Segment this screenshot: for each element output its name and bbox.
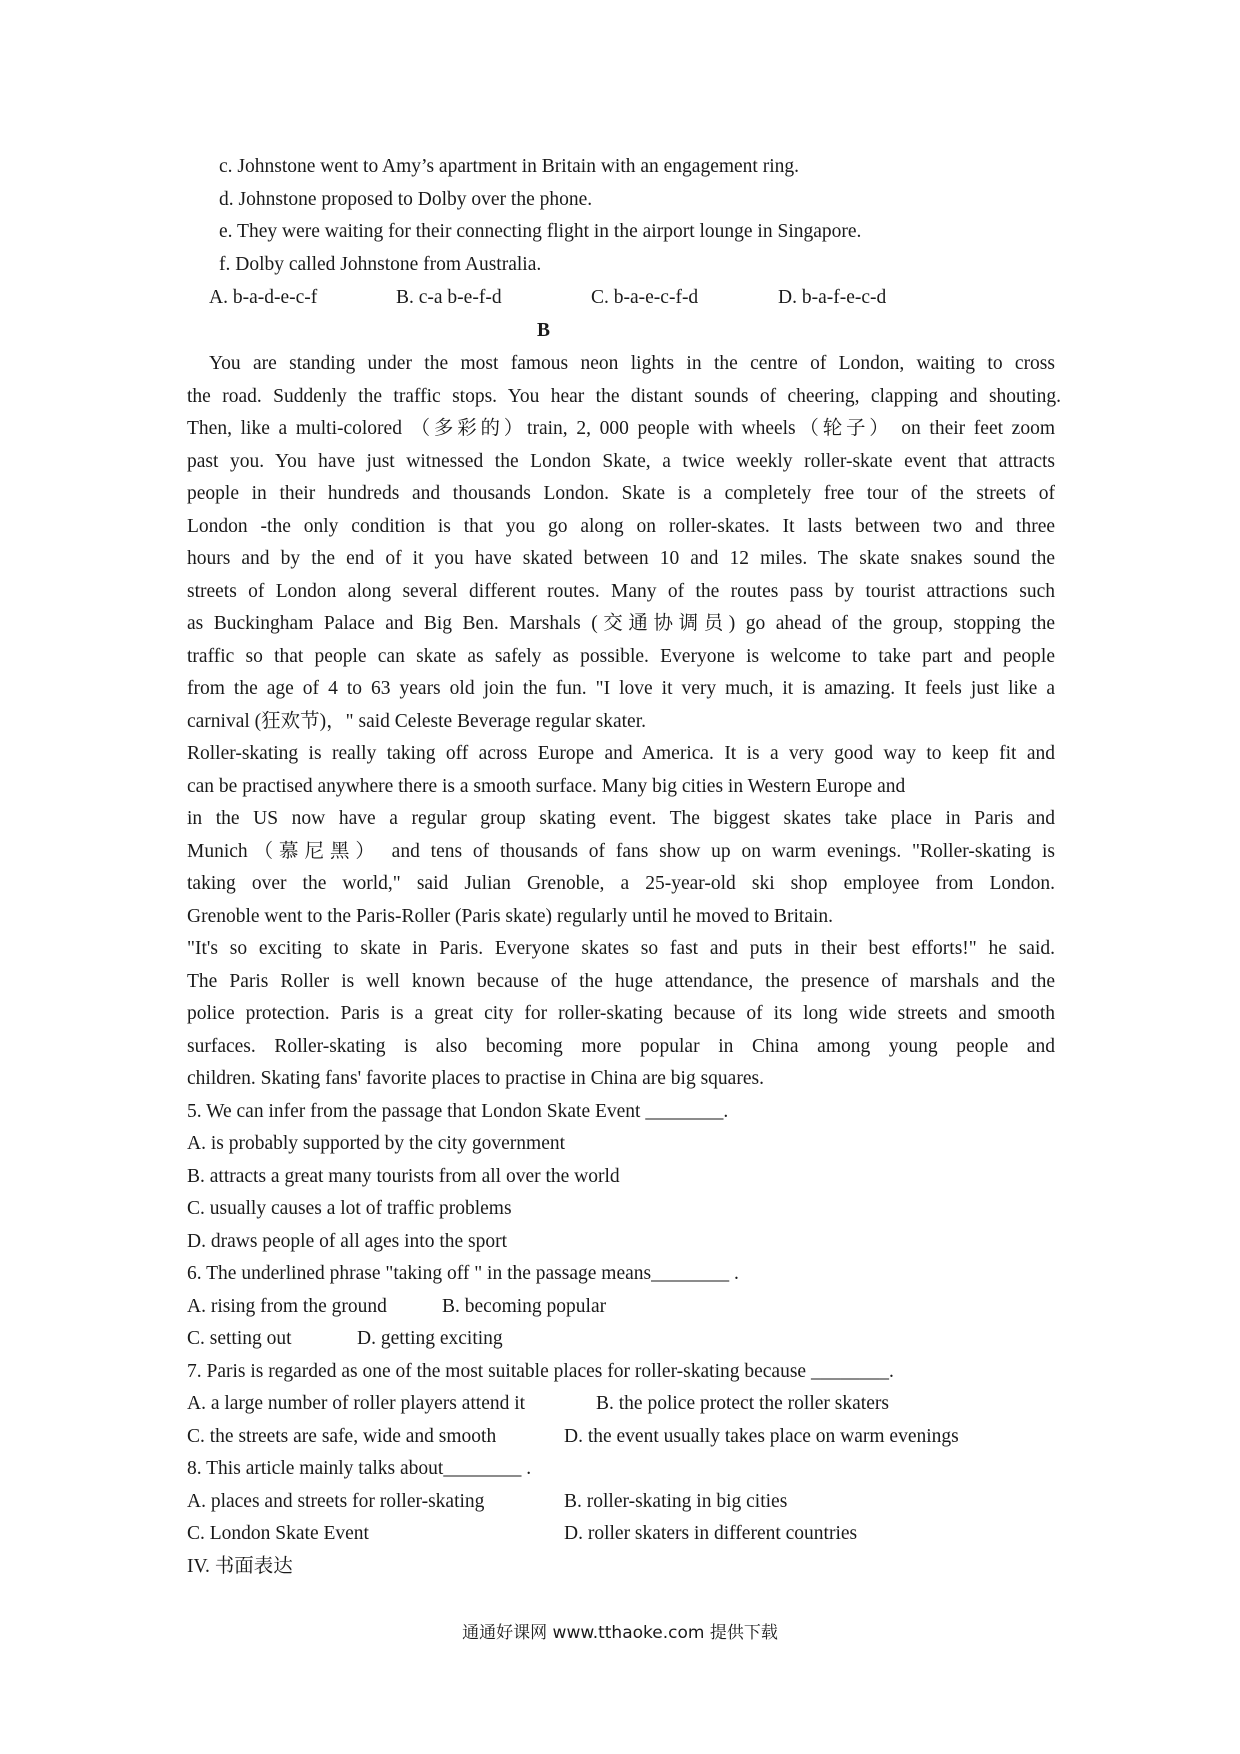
question-5-option-a: A. is probably supported by the city government [187, 1133, 566, 1154]
page-footer: 通通好课网 www.tthaoke.com 提供下载 [462, 1623, 778, 1643]
statement-e: e. They were waiting for their connecting flight in the airport lounge in Singapore. [219, 221, 862, 242]
passage-line: You are standing under the most famous neon lights in the centre of London, waiting to cross [209, 353, 1055, 374]
question-7-options-row-1 [0, 1394, 1240, 1416]
question-6-stem: 6. The underlined phrase "taking off " in the passage means________ . [187, 1263, 739, 1284]
passage-line: streets of London along several different routes. Many of the routes pass by tourist attractions such [187, 581, 1055, 602]
option-d: D. b-a-f-e-c-d [778, 287, 887, 308]
question-6-option-b: B. becoming popular [442, 1296, 607, 1317]
passage-line: carnival (狂欢节)，" said Celeste Beverage regular skater. [187, 711, 646, 732]
question-8-option-c: C. London Skate Event [187, 1523, 369, 1544]
passage-line: in the US now have a regular group skating event. The biggest skates take place in Paris and [187, 808, 1055, 829]
section-heading: IV. 书面表达 [187, 1556, 293, 1577]
passage-line: London -the only condition is that you go along on roller-skates. It lasts between two and three [187, 516, 1055, 537]
passage-line: Then, like a multi-colored （多彩的）train, 2, 000 people with wheels（轮子） on their feet zoom [187, 418, 1055, 439]
passage-line: taking over the world," said Julian Grenoble, a 25-year-old ski shop employee from London. [187, 873, 1055, 894]
ordering-options [0, 288, 1240, 310]
passage-line: Roller-skating is really taking off across Europe and America. It is a very good way to keep fit and [187, 743, 1055, 764]
passage-line: Munich（慕尼黑） and tens of thousands of fans show up on warm evenings. "Roller-skating is [187, 841, 1055, 862]
question-6-option-a: A. rising from the ground [187, 1296, 387, 1317]
passage-line: past you. You have just witnessed the London Skate, a twice weekly roller-skate event that attracts [187, 451, 1055, 472]
passage-line: from the age of 4 to 63 years old join the fun. "I love it very much, it is amazing. It feels just like a [187, 678, 1055, 699]
question-5-option-b: B. attracts a great many tourists from all over the world [187, 1166, 620, 1187]
passage-line: police protection. Paris is a great city for roller-skating because of its long wide streets and smooth [187, 1003, 1055, 1024]
passage-line: Grenoble went to the Paris-Roller (Paris skate) regularly until he moved to Britain. [187, 906, 834, 927]
question-7-options-row-2 [0, 1427, 1240, 1449]
question-8-option-d: D. roller skaters in different countries [564, 1523, 858, 1544]
question-7-option-a: A. a large number of roller players attend it [187, 1393, 526, 1414]
question-7-option-b: B. the police protect the roller skaters [596, 1393, 889, 1414]
question-5-option-d: D. draws people of all ages into the sport [187, 1231, 508, 1252]
question-6-options-row-1 [0, 1297, 1240, 1319]
question-5-option-c: C. usually causes a lot of traffic problems [187, 1198, 512, 1219]
option-b: B. c-a b-e-f-d [396, 287, 502, 308]
passage-line: the road. Suddenly the traffic stops. You hear the distant sounds of cheering, clapping and shouting. [187, 386, 1061, 407]
passage-line: can be practised anywhere there is a smooth surface. Many big cities in Western Europe and [187, 776, 906, 797]
question-8-option-b: B. roller-skating in big cities [564, 1491, 788, 1512]
statement-f: f. Dolby called Johnstone from Australia. [219, 254, 542, 275]
passage-line: hours and by the end of it you have skated between 10 and 12 miles. The skate snakes sound the [187, 548, 1055, 569]
passage-line: children. Skating fans' favorite places to practise in China are big squares. [187, 1068, 764, 1089]
question-7-option-d: D. the event usually takes place on warm evenings [564, 1426, 959, 1447]
question-6-option-c: C. setting out [187, 1328, 292, 1349]
passage-line: traffic so that people can skate as safely as possible. Everyone is welcome to take part and people [187, 646, 1055, 667]
question-5-stem: 5. We can infer from the passage that London Skate Event ________. [187, 1101, 729, 1122]
statement-c: c. Johnstone went to Amy’s apartment in Britain with an engagement ring. [219, 156, 800, 177]
passage-line: people in their hundreds and thousands London. Skate is a completely free tour of the streets of [187, 483, 1055, 504]
question-8-options-row-1 [0, 1492, 1240, 1514]
option-c: C. b-a-e-c-f-d [591, 287, 699, 308]
option-a: A. b-a-d-e-c-f [209, 287, 318, 308]
question-6-options-row-2 [0, 1329, 1240, 1351]
question-8-options-row-2 [0, 1524, 1240, 1546]
question-7-stem: 7. Paris is regarded as one of the most suitable places for roller-skating because ________. [187, 1361, 894, 1382]
passage-line: The Paris Roller is well known because of the huge attendance, the presence of marshals and the [187, 971, 1055, 992]
passage-label: B [537, 320, 551, 341]
statement-d: d. Johnstone proposed to Dolby over the phone. [219, 189, 593, 210]
passage-line: as Buckingham Palace and Big Ben. Marshals (交通协调员) go ahead of the group, stopping the [187, 613, 1055, 634]
passage-line: surfaces. Roller-skating is also becoming more popular in China among young people and [187, 1036, 1055, 1057]
question-8-stem: 8. This article mainly talks about________ . [187, 1458, 532, 1479]
question-7-option-c: C. the streets are safe, wide and smooth [187, 1426, 497, 1447]
question-8-option-a: A. places and streets for roller-skating [187, 1491, 485, 1512]
question-6-option-d: D. getting exciting [357, 1328, 503, 1349]
passage-line: "It's so exciting to skate in Paris. Everyone skates so fast and puts in their best efforts!" he said. [187, 938, 1055, 959]
